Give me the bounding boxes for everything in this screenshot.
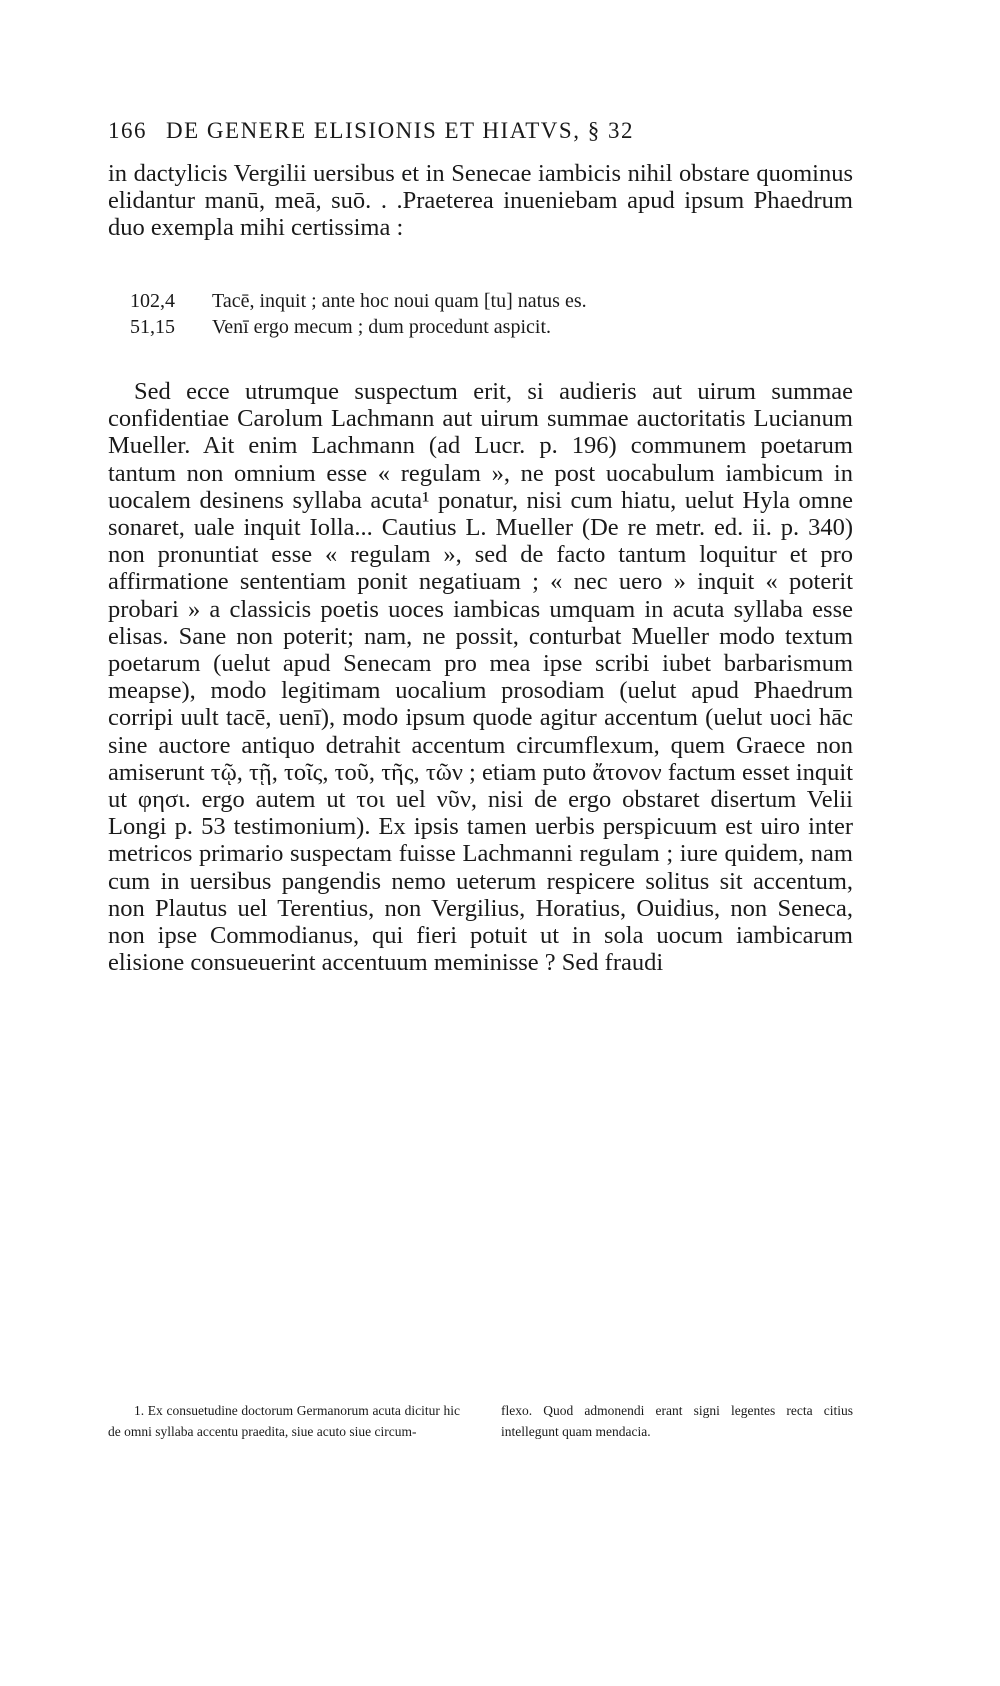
- verse-reference: 51,15: [130, 316, 175, 338]
- verse-quotation: [130, 314, 830, 340]
- verse-quotation: [130, 288, 830, 314]
- running-title: DE GENERE ELISIONIS ET HIATVS, § 32: [166, 118, 634, 143]
- verse-reference: 102,4: [130, 290, 175, 312]
- page-number: 166: [108, 118, 147, 143]
- verse-quotations: [130, 288, 830, 340]
- footnote-column-left: 1. Ex consuetudine doctorum Germanorum acuta dicitur hic de omni syllaba accentu praedita, siue acuto siue circum-: [108, 1403, 460, 1439]
- footnotes: [108, 1400, 853, 1442]
- intro-paragraph: in dactylicis Vergilii uersibus et in Senecae iambicis nihil obstare quominus elidantur manū, meā, suō. . .Praeterea inueniebam apud ipsum Phaedrum duo exempla mihi certissima :: [108, 160, 853, 242]
- verse-text: Tacē, inquit ; ante hoc noui quam [tu] natus es.: [212, 290, 587, 312]
- main-paragraph: Sed ecce utrumque suspectum erit, si audieris aut uirum summae confidentiae Carolum Lachmann aut uirum summae auctoritatis Lucianum Mueller. Ait enim Lachmann (ad Lucr. p. 196) communem poetarum tantum non omnium esse « regulam », ne post uocabulum iambicum in uocalem desinens syllaba acuta¹ ponatur, nisi cum hiatu, uelut Hyla omne sonaret, uale inquit Iolla... Cautius L. Mueller (De re metr. ed. ii. p. 340) non pronuntiat esse « regulam », sed de facto tantum loquitur et pro affirmatione sententiam ponit negatiuam ; « nec uero » inquit « poterit probari » a classicis poetis uoces iambicas umquam in acuta syllaba esse elisas. Sane non poterit; nam, ne possit, conturbat Mueller modo textum poetarum (uelut apud Senecam pro mea ipse scribi iubet barbarismum meapse), modo legitimam uocalium prosodiam (uelut apud Phaedrum corripi uult tacē, uenī), modo ipsum quode agitur accentum (uelut uoci hāc sine auctore antiquo detrahit accentum circumflexum, quem Graece non amiserunt τῷ, τῇ, τοῖς, τοῦ, τῆς, τῶν ; etiam puto ἄτονον factum esset inquit ut φησι. ergo autem ut τοι uel νῦν, nisi de ergo obstaret disertum Velii Longi p. 53 testimonium). Ex ipsis tamen uerbis perspicuum est uiro inter metricos primario suspectam fuisse Lachmanni regulam ; iure quidem, nam cum in uersibus pangendis nemo ueterum respicere solitus sit accentum, non Plautus uel Terentius, non Vergilius, Horatius, Ouidius, non Seneca, non ipse Commodianus, qui fieri potuit ut in sola uocum iambicarum elisione consueuerint accentuum meminisse ? Sed fraudi: [108, 378, 853, 977]
- verse-text: Venī ergo mecum ; dum procedunt aspicit.: [212, 316, 551, 338]
- footnote-column-right: flexo. Quod admonendi erant signi legentes recta citius intellegunt quam mendacia.: [501, 1403, 853, 1439]
- running-head: [108, 118, 853, 144]
